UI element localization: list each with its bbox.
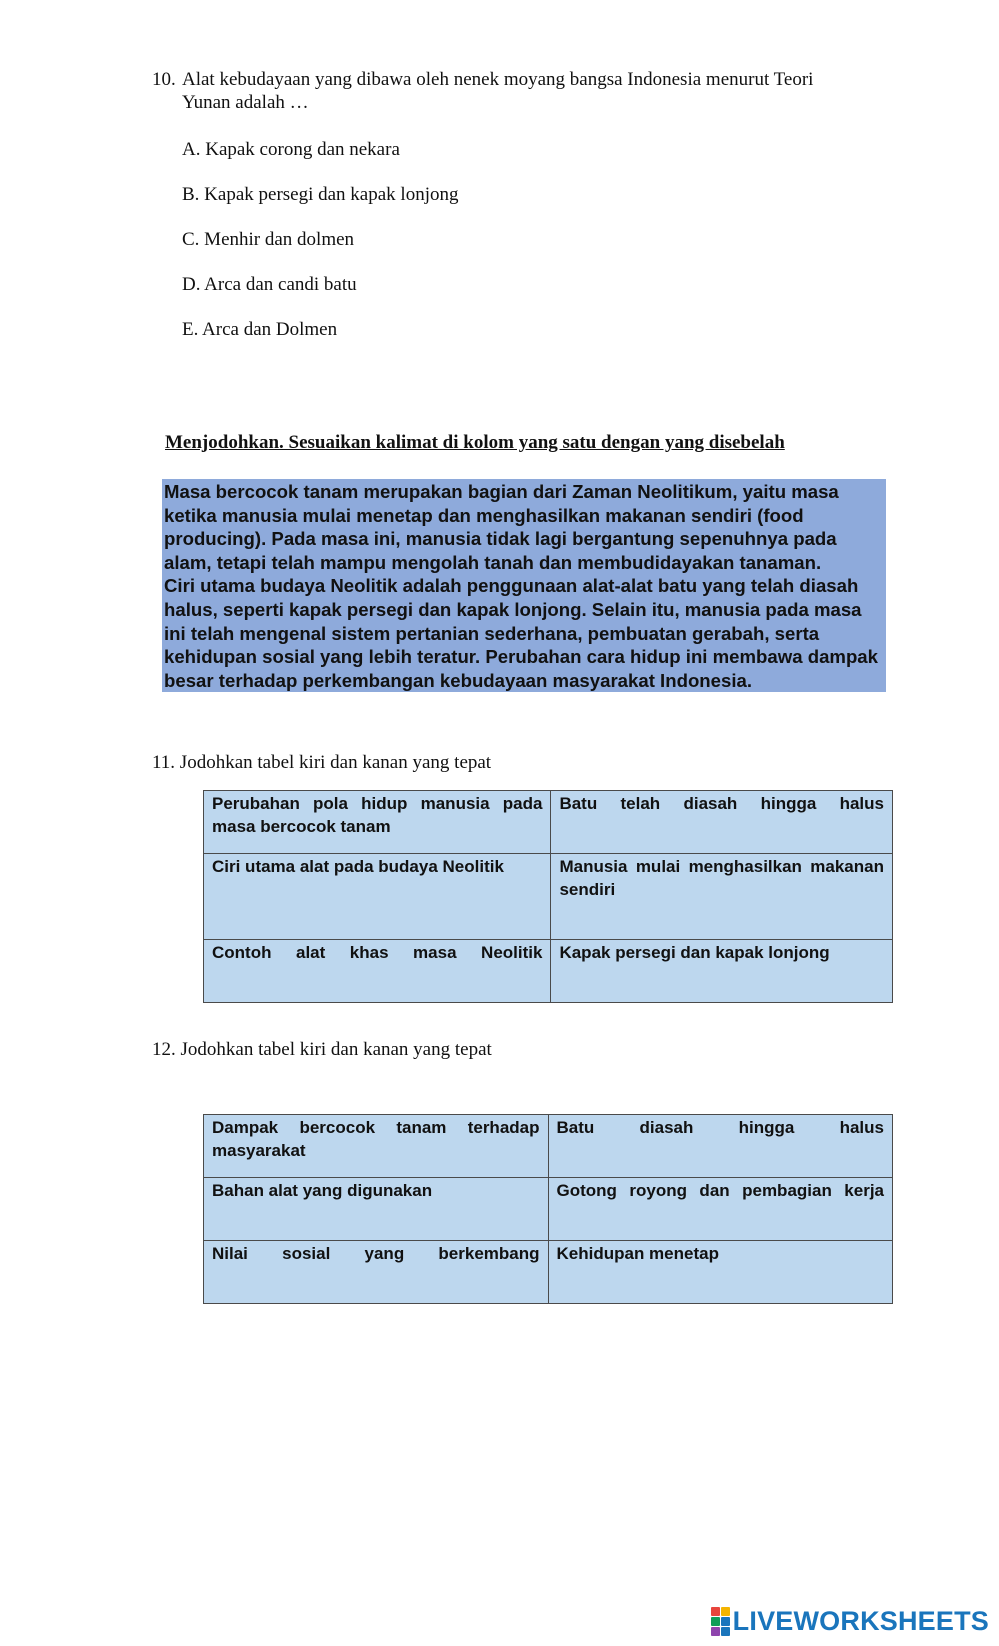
option-b[interactable]: B. Kapak persegi dan kapak lonjong (182, 184, 459, 205)
q11-right-cell-3[interactable]: Kapak persegi dan kapak lonjong (551, 940, 893, 1003)
logo-square (711, 1607, 720, 1616)
table-row (204, 854, 893, 940)
logo-square (721, 1627, 730, 1636)
liveworksheets-logo-icon (711, 1607, 730, 1636)
table-row (204, 791, 893, 854)
option-a[interactable]: A. Kapak corong dan nekara (182, 139, 400, 160)
matching-instruction: Menjodohkan. Sesuaikan kalimat di kolom yang satu dengan yang disebelah (165, 432, 785, 453)
question-10-line-1: Alat kebudayaan yang dibawa oleh nenek moyang bangsa Indonesia menurut Teori (182, 69, 814, 90)
option-e[interactable]: E. Arca dan Dolmen (182, 319, 338, 340)
q11-left-cell-3[interactable]: Contoh alat khas masa Neolitik (204, 940, 551, 1003)
table-row (204, 1241, 893, 1304)
question-10-text (182, 68, 852, 114)
question-11-table (203, 790, 893, 1003)
q11-right-cell-2[interactable]: Manusia mulai menghasilkan makanan sendiri (551, 854, 893, 940)
table-row (204, 1178, 893, 1241)
question-10-line-2: Yunan adalah … (182, 92, 309, 113)
table-row (204, 1115, 893, 1178)
reading-passage (162, 479, 886, 692)
passage-paragraph-1: Masa bercocok tanam merupakan bagian dari Zaman Neolitikum, yaitu masa ketika manusia mulai menetap dan menghasilkan makanan sendiri (food producing). Pada masa ini, manusia tidak lagi bergantung sepenuhnya pada alam, tetapi telah mampu mengolah tanah dan membudidayakan tanaman. (164, 481, 839, 573)
logo-square (721, 1607, 730, 1616)
logo-square (711, 1627, 720, 1636)
q11-left-cell-1[interactable]: Perubahan pola hidup manusia pada masa bercocok tanam (204, 791, 551, 854)
q12-left-cell-1[interactable]: Dampak bercocok tanam terhadap masyarakat (204, 1115, 549, 1178)
q12-left-cell-3[interactable]: Nilai sosial yang berkembang (204, 1241, 549, 1304)
question-12-title: 12. Jodohkan tabel kiri dan kanan yang tepat (152, 1039, 492, 1060)
logo-text: LIVEWORKSHEETS (732, 1605, 989, 1636)
question-10 (152, 68, 852, 114)
liveworksheets-logo (711, 1606, 989, 1636)
logo-square (721, 1617, 730, 1626)
q12-right-cell-3[interactable]: Kehidupan menetap (548, 1241, 893, 1304)
q12-left-cell-2[interactable]: Bahan alat yang digunakan (204, 1178, 549, 1241)
question-10-number: 10. (152, 69, 176, 90)
q12-right-cell-2[interactable]: Gotong royong dan pembagian kerja (548, 1178, 893, 1241)
option-d[interactable]: D. Arca dan candi batu (182, 274, 357, 295)
option-c[interactable]: C. Menhir dan dolmen (182, 229, 355, 250)
table-row (204, 940, 893, 1003)
logo-square (711, 1617, 720, 1626)
q12-right-cell-1[interactable]: Batu diasah hingga halus (548, 1115, 893, 1178)
q11-left-cell-2[interactable]: Ciri utama alat pada budaya Neolitik (204, 854, 551, 940)
question-12-table (203, 1114, 893, 1304)
question-11-title: 11. Jodohkan tabel kiri dan kanan yang tepat (152, 752, 492, 773)
q11-right-cell-1[interactable]: Batu telah diasah hingga halus (551, 791, 893, 854)
passage-paragraph-2: Ciri utama budaya Neolitik adalah penggunaan alat-alat batu yang telah diasah halus, seperti kapak persegi dan kapak lonjong. Selain itu, manusia pada masa ini telah mengenal sistem pertanian sederhana, pembuatan gerabah, serta kehidupan sosial yang lebih teratur. Perubahan cara hidup ini membawa dampak besar terhadap perkembangan kebudayaan masyarakat Indonesia. (164, 575, 878, 691)
